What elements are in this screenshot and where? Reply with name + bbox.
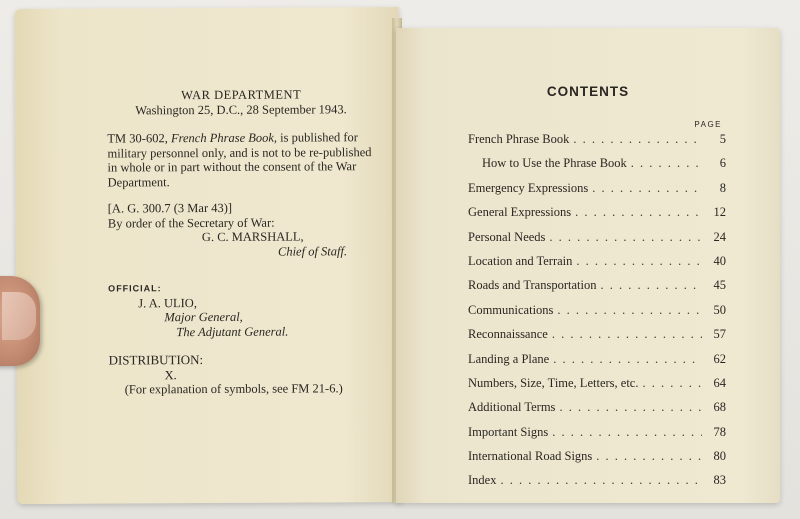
toc-entry-page: 57 [713, 327, 726, 342]
toc-entry-page: 40 [713, 253, 726, 268]
toc-entry-label: Roads and Transportation [468, 278, 597, 293]
official-name: J. A. ULIO, [138, 295, 197, 310]
toc-leader-dots [631, 156, 702, 171]
distribution-note: (For explanation of symbols, see FM 21-6.) [124, 381, 343, 397]
contents-title: CONTENTS [546, 84, 630, 99]
toc-entry-page: 80 [713, 449, 726, 464]
toc-entry [468, 352, 726, 376]
right-page [396, 28, 780, 503]
toc-entry-page: 45 [713, 278, 726, 293]
toc-entry-label: Emergency Expressions [468, 180, 589, 195]
left-page [15, 7, 402, 504]
toc-entry [468, 303, 726, 327]
toc-leader-dots [557, 303, 702, 318]
page-column-label: PAGE [694, 120, 722, 129]
toc-entry [468, 230, 726, 254]
toc-entry [468, 425, 726, 449]
toc-entry-label: Additional Terms [468, 400, 556, 415]
toc-entry [468, 156, 726, 180]
notice-post: is published for military personnel only, and is not to be re-published in whole or in part without the consent of the War Department. [107, 130, 372, 190]
toc-entry-page: 83 [713, 473, 726, 488]
toc-entry [468, 327, 726, 351]
signatory-title: Chief of Staff. [277, 243, 348, 259]
toc-leader-dots [573, 132, 702, 147]
toc-leader-dots [642, 376, 702, 391]
toc-entry [468, 449, 726, 473]
toc-entry-label: French Phrase Book [468, 132, 570, 146]
toc-entry-label: Index [468, 473, 497, 488]
toc-entry-page: 50 [713, 302, 726, 317]
table-of-contents [468, 132, 726, 498]
toc-entry-label: International Road Signs [468, 449, 593, 464]
department-heading: WAR DEPARTMENT [181, 87, 302, 103]
toc-entry-page: 64 [713, 375, 726, 390]
toc-leader-dots [596, 449, 702, 464]
toc-entry-page: 24 [713, 229, 726, 244]
toc-entry-label: Location and Terrain [468, 253, 573, 268]
thumbnail [2, 292, 36, 340]
notice-pre: TM 30-602, [107, 131, 168, 146]
notice-paragraph [107, 130, 377, 189]
publication-notice [107, 87, 379, 397]
toc-leader-dots [576, 254, 702, 269]
toc-entry-page: 6 [719, 156, 726, 171]
distribution-value: X. [164, 367, 177, 382]
toc-leader-dots [549, 230, 702, 245]
toc-entry [468, 376, 726, 400]
toc-entry [468, 205, 726, 229]
official-title: The Adjutant General. [176, 324, 289, 339]
toc-entry [468, 473, 726, 497]
toc-entry-page: 78 [713, 424, 726, 439]
toc-leader-dots [559, 400, 702, 415]
official-label: OFFICIAL: [108, 283, 162, 294]
toc-entry [468, 132, 726, 156]
toc-entry [468, 278, 726, 302]
toc-entry-label: Reconnaissance [468, 327, 548, 342]
toc-leader-dots [575, 205, 702, 220]
order-line: By order of the Secretary of War: [107, 215, 275, 231]
distribution-label: DISTRIBUTION: [108, 352, 204, 368]
toc-entry-label: Numbers, Size, Time, Letters, etc. [468, 375, 639, 390]
date-line: Washington 25, D.C., 28 September 1943. [135, 101, 347, 117]
toc-entry-label: General Expressions [468, 205, 572, 220]
toc-entry-page: 68 [713, 400, 726, 415]
toc-entry-page: 62 [713, 351, 726, 366]
toc-leader-dots [553, 352, 702, 367]
toc-leader-dots [552, 327, 702, 342]
toc-entry-page: 8 [719, 180, 726, 195]
toc-entry-page: 5 [719, 132, 726, 146]
toc-entry-label: Important Signs [468, 424, 549, 439]
toc-entry-label: Communications [468, 302, 554, 317]
toc-entry-page: 12 [713, 205, 726, 220]
toc-entry [468, 400, 726, 424]
signatory-name: G. C. MARSHALL, [201, 229, 304, 245]
toc-leader-dots [592, 181, 702, 196]
toc-entry [468, 181, 726, 205]
reference-line: [A. G. 300.7 (3 Mar 43)] [107, 200, 233, 216]
toc-leader-dots [552, 425, 702, 440]
notice-title: French Phrase Book, [170, 130, 278, 146]
toc-leader-dots [500, 473, 702, 488]
toc-entry-label: Personal Needs [468, 229, 546, 244]
toc-leader-dots [600, 278, 702, 293]
toc-entry-label: Landing a Plane [468, 351, 550, 366]
official-rank: Major General, [164, 309, 243, 325]
toc-entry [468, 254, 726, 278]
open-book [8, 8, 788, 508]
toc-entry-label: How to Use the Phrase Book [482, 156, 627, 171]
